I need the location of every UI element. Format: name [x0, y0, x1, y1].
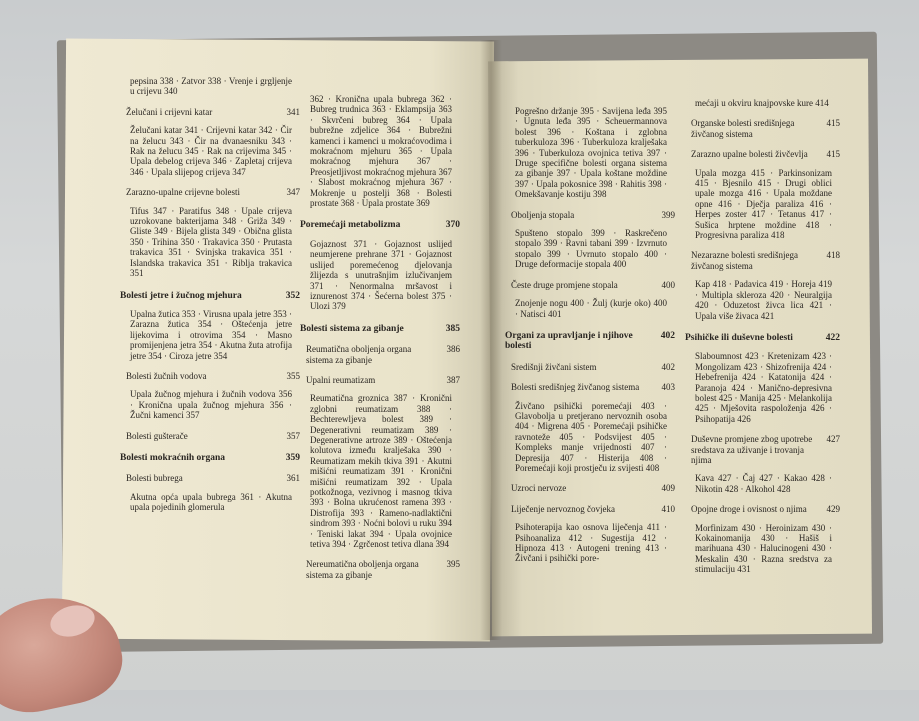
toc-title: Psihičke ili duševne bolesti — [685, 332, 793, 343]
toc-page-number: 359 — [285, 452, 300, 463]
toc-title: Zarazno upalne bolesti živčevlja — [691, 149, 808, 160]
toc-section — [691, 250, 840, 271]
toc-section — [306, 375, 460, 385]
toc-section — [511, 504, 675, 514]
toc-column-1 — [120, 76, 300, 513]
toc-subentries: Morfinizam 430 · Heroinizam 430 · Kokainomanija 430 · Hašiš i marihuana 430 · Halucinogeni 430 · Meskalin 430 · Razna sredstva za stimulaciju 431 — [695, 522, 832, 575]
toc-title: Bolesti središnjeg živčanog sistema — [511, 382, 640, 393]
toc-title: Česte druge promjene stopala — [511, 279, 618, 290]
toc-subentries: Psihoterapija kao osnova liječenja 411 · Psihoanaliza 412 · Sugestija 412 · Hipnoza 413 · Autogeni trening 413 · Živčani i psihički pore- — [515, 522, 667, 564]
toc-page-number: 399 — [661, 209, 675, 220]
toc-page-number: 361 — [286, 473, 300, 484]
toc-page-number: 347 — [286, 187, 300, 198]
toc-subentries: Reumatična groznica 387 · Kronični zglobni reumatizam 388 · Bechterewljeva bolest 389 · Degenerativni reumatizam 389 · Degenerativne artroze 389 · Oštećenja kolutova između kralješaka 390 · Reumatizam mekih tkiva 391 · Akutni mišićni reumatizam 391 · Kronični mišićni reumatizam 392 · Upala potkožnoga, vezivnog i masnog tkiva 393 · Bolna ukrućenost ramena 393 · Distrofija 393 · Rameno-nadlaktični sindrom 393 · Noćni bolovi u ruku 394 · Teniski lakat 394 · Upala ovojnice tetiva 394 · Zgrčenost tetiva dlana 394 — [310, 393, 452, 550]
toc-title: Bolesti žučnih vodova — [126, 370, 207, 381]
toc-page-number: 370 — [445, 220, 460, 231]
toc-title: Bolesti jetre i žučnog mjehura — [120, 290, 242, 301]
toc-title: Opojne droge i ovisnost o njima — [691, 504, 807, 515]
book-gutter — [480, 40, 502, 640]
toc-column-3 — [505, 106, 675, 564]
toc-page-number: 341 — [286, 106, 300, 117]
toc-subentries: Akutna opća upala bubrega 361 · Akutna upala pojedinih glomerula — [130, 491, 292, 513]
toc-title: Nezarazne bolesti središnjega živčanog sistema — [691, 250, 798, 271]
toc-subentries: Spušteno stopalo 399 · Raskrečeno stopalo 399 · Ravni tabani 399 · Izvrnuto stopalo 399 · Uvrnuto stopalo 400 · Druge deformacije stopala 400 — [515, 228, 667, 270]
toc-title: Želučani i crijevni katar — [126, 106, 213, 117]
toc-subentries: Kava 427 · Čaj 427 · Kakao 428 · Nikotin 428 · Alkohol 428 — [695, 473, 832, 494]
toc-title: Bolesti bubrega — [126, 473, 183, 484]
toc-title: Oboljenja stopala — [511, 209, 575, 220]
toc-subentries: Znojenje nogu 400 · Žulj (kurje oko) 400 · Natisci 401 — [515, 298, 667, 319]
toc-title: Bolesti gušterače — [126, 430, 188, 441]
toc-page-number: 415 — [826, 118, 840, 129]
toc-page-number: 385 — [445, 323, 460, 334]
toc-page-number: 355 — [286, 370, 300, 381]
toc-section — [511, 483, 675, 493]
toc-chapter — [120, 453, 300, 463]
toc-title: Upalni reumatizam — [306, 374, 376, 385]
toc-title: Duševne promjene zbog upotrebe sredstava za uživanje i trovanja njima — [691, 434, 813, 465]
toc-section — [306, 344, 460, 365]
toc-page-number: 400 — [661, 279, 675, 290]
toc-title: Liječenje nervoznog čovjeka — [511, 503, 615, 514]
toc-page-number: 410 — [661, 503, 675, 514]
toc-section — [126, 431, 300, 441]
toc-subentries: Slaboumnost 423 · Kretenizam 423 · Mongolizam 423 · Shizofrenija 424 · Hebefrenija 424 · Katatonija 424 · Paranoja 424 · Manično-depresivna bolest 425 · Manija 425 · Melankolija 425 · Mješovita raspoloženja 426 · Psihopatija 426 — [695, 351, 832, 424]
toc-column-2 — [300, 94, 460, 588]
toc-subentries: 362 · Kronična upala bubrega 362 · Bubreg trudnica 363 · Eklampsija 363 · Skvrčeni bubreg 364 · Upala bubrežne zdjelice 364 · Bubrežni kamenci i kamenci u mokraćovodima i mokraćnom mjehuru 365 · Upala mokraćnog mjehura 367 · Preosjetljivost mokraćnog mjehura 367 · Slabost mokraćnog mjehura 367 · Mokrenje u postelji 368 · Bolesti prostate 368 · Upala prostate 369 — [310, 94, 452, 209]
toc-subentries: Upala žučnog mjehura i žučnih vodova 356 · Kronična upala žučnog mjehura 356 · Žučni kamenci 357 — [130, 389, 292, 421]
toc-section — [691, 149, 840, 159]
toc-section — [126, 371, 300, 381]
toc-page-number: 352 — [285, 290, 300, 301]
toc-section — [126, 473, 300, 483]
toc-page-number: 402 — [660, 330, 675, 341]
toc-section — [306, 559, 460, 580]
toc-page-number: 429 — [826, 504, 840, 515]
toc-section — [691, 504, 840, 514]
toc-subentries: Upala mozga 415 · Parkinsonizam 415 · Bjesnilo 415 · Drugi oblici upale mozga 416 · Upala moždane opne 416 · Dječja paraliza 416 · Herpes zoster 417 · Tetanus 417 · Sušica hrptene moždine 418 · Progresivna paraliza 418 — [695, 167, 832, 241]
toc-chapter — [685, 333, 840, 343]
toc-title: Bolesti sistema za gibanje — [300, 323, 404, 334]
toc-title: Bolesti mokraćnih organa — [120, 452, 226, 463]
toc-section — [126, 187, 300, 197]
toc-column-4 — [685, 98, 840, 575]
toc-subentries: Tifus 347 · Paratifus 348 · Upale crijeva uzrokovane bakterijama 348 · Griža 349 · Gliste 349 · Bijela glista 349 · Obična glista 350 · Trihina 350 · Trakavica 350 · Prutasta trakavica 351 · Svinjska trakavica 351 · Islandska trakavica 351 · Riblja trakavica 351 — [130, 205, 292, 279]
toc-page-number: 357 — [286, 430, 300, 441]
toc-chapter — [120, 291, 300, 301]
toc-subentries: Kap 418 · Padavica 419 · Horeja 419 · Multipla skleroza 420 · Neuralgija 420 · Oduzetost živca lica 421 · Upala više živaca 421 — [695, 279, 832, 321]
toc-title: Poremećaji metabolizma — [300, 220, 401, 231]
toc-title: Uzroci nervoze — [511, 483, 567, 494]
toc-page-number: 427 — [826, 434, 840, 445]
toc-chapter — [300, 220, 460, 230]
toc-subentries: Upalna žutica 353 · Virusna upala jetre 353 · Zarazna žutica 354 · Oštećenja jetre lijekovima i otrovima 354 · Masno promijenjena jetra 354 · Akutna žuta atrofija jetre 354 · Ciroza jetre 354 — [130, 308, 292, 361]
toc-section — [511, 210, 675, 220]
toc-title: Središnji živčani sistem — [511, 361, 597, 372]
toc-title: Organi za upravljanje i njihove bolesti — [505, 330, 633, 352]
toc-page-number: 403 — [661, 382, 675, 393]
toc-page-number: 418 — [826, 250, 840, 261]
toc-page-number: 387 — [446, 374, 460, 385]
toc-page-number: 415 — [826, 149, 840, 160]
toc-title: Reumatična oboljenja organa sistema za gibanje — [306, 344, 412, 365]
toc-subentries: Pogrešno držanje 395 · Savijena leđa 395 · Ugnuta leđa 395 · Scheuermannova bolest 396 · Koštana i zglobna tuberkuloza 396 · Tuberkuloza kralješaka 396 · Tuberkuloza ovojnica tetiva 397 · Druge specifične bolesti organa sistema za gibanje 397 · Upala koštane moždine 397 · Upala pokosnice 398 · Rahitis 398 · Omekšavanje kostiju 398 — [515, 106, 667, 200]
toc-title: Nereumatična oboljenja organa sistema za gibanje — [306, 559, 419, 580]
toc-subentries: Gojaznost 371 · Gojaznost uslijed neumjerene prehrane 371 · Gojaznost uslijed poremećenog djelovanja žlijezda s unutrašnjim izlučivanjem 371 · Nenormalna mršavost i iznurenost 374 · Šećerna bolest 375 · Ulozi 379 — [310, 238, 452, 312]
toc-chapter — [300, 324, 460, 334]
toc-section — [511, 362, 675, 372]
toc-section — [511, 382, 675, 392]
toc-section — [511, 280, 675, 290]
toc-title: Zarazno-upalne crijevne bolesti — [126, 187, 240, 198]
toc-section — [691, 118, 840, 139]
toc-subentries: Želučani katar 341 · Crijevni katar 342 · Čir na želucu 343 · Čir na dvanaesniku 343 · Rak na želucu 345 · Rak na crijevima 345 · Upala debelog crijeva 346 · Zapletaj crijeva 346 · Upala slijepog crijeva 347 — [130, 125, 292, 177]
toc-page-number: 409 — [661, 483, 675, 494]
toc-section — [126, 107, 300, 117]
toc-page-number: 386 — [446, 344, 460, 355]
toc-page-number: 402 — [661, 361, 675, 372]
toc-page-number: 422 — [825, 332, 840, 343]
toc-chapter — [505, 331, 675, 352]
toc-subentries: Živčano psihički poremećaji 403 · Glavobolja u pretjerano nervoznih osoba 404 · Migrena 405 · Poremećaji psihičke ravnoteže 405 · Podsvijest 405 · Kompleks manje vrijednosti 407 · Depresija 407 · Histerija 408 · Poremećaji koji prostječu iz svijesti 408 — [515, 400, 667, 473]
toc-title: Organske bolesti središnjega živčanog sistema — [691, 118, 795, 139]
toc-subentries: mećaji u okviru knajpovske kure 414 — [695, 98, 829, 108]
toc-section — [691, 434, 840, 465]
toc-page-number: 395 — [446, 559, 460, 570]
toc-subentries: pepsina 338 · Zatvor 338 · Vrenje i grgljenje u crijevu 340 — [130, 76, 292, 97]
